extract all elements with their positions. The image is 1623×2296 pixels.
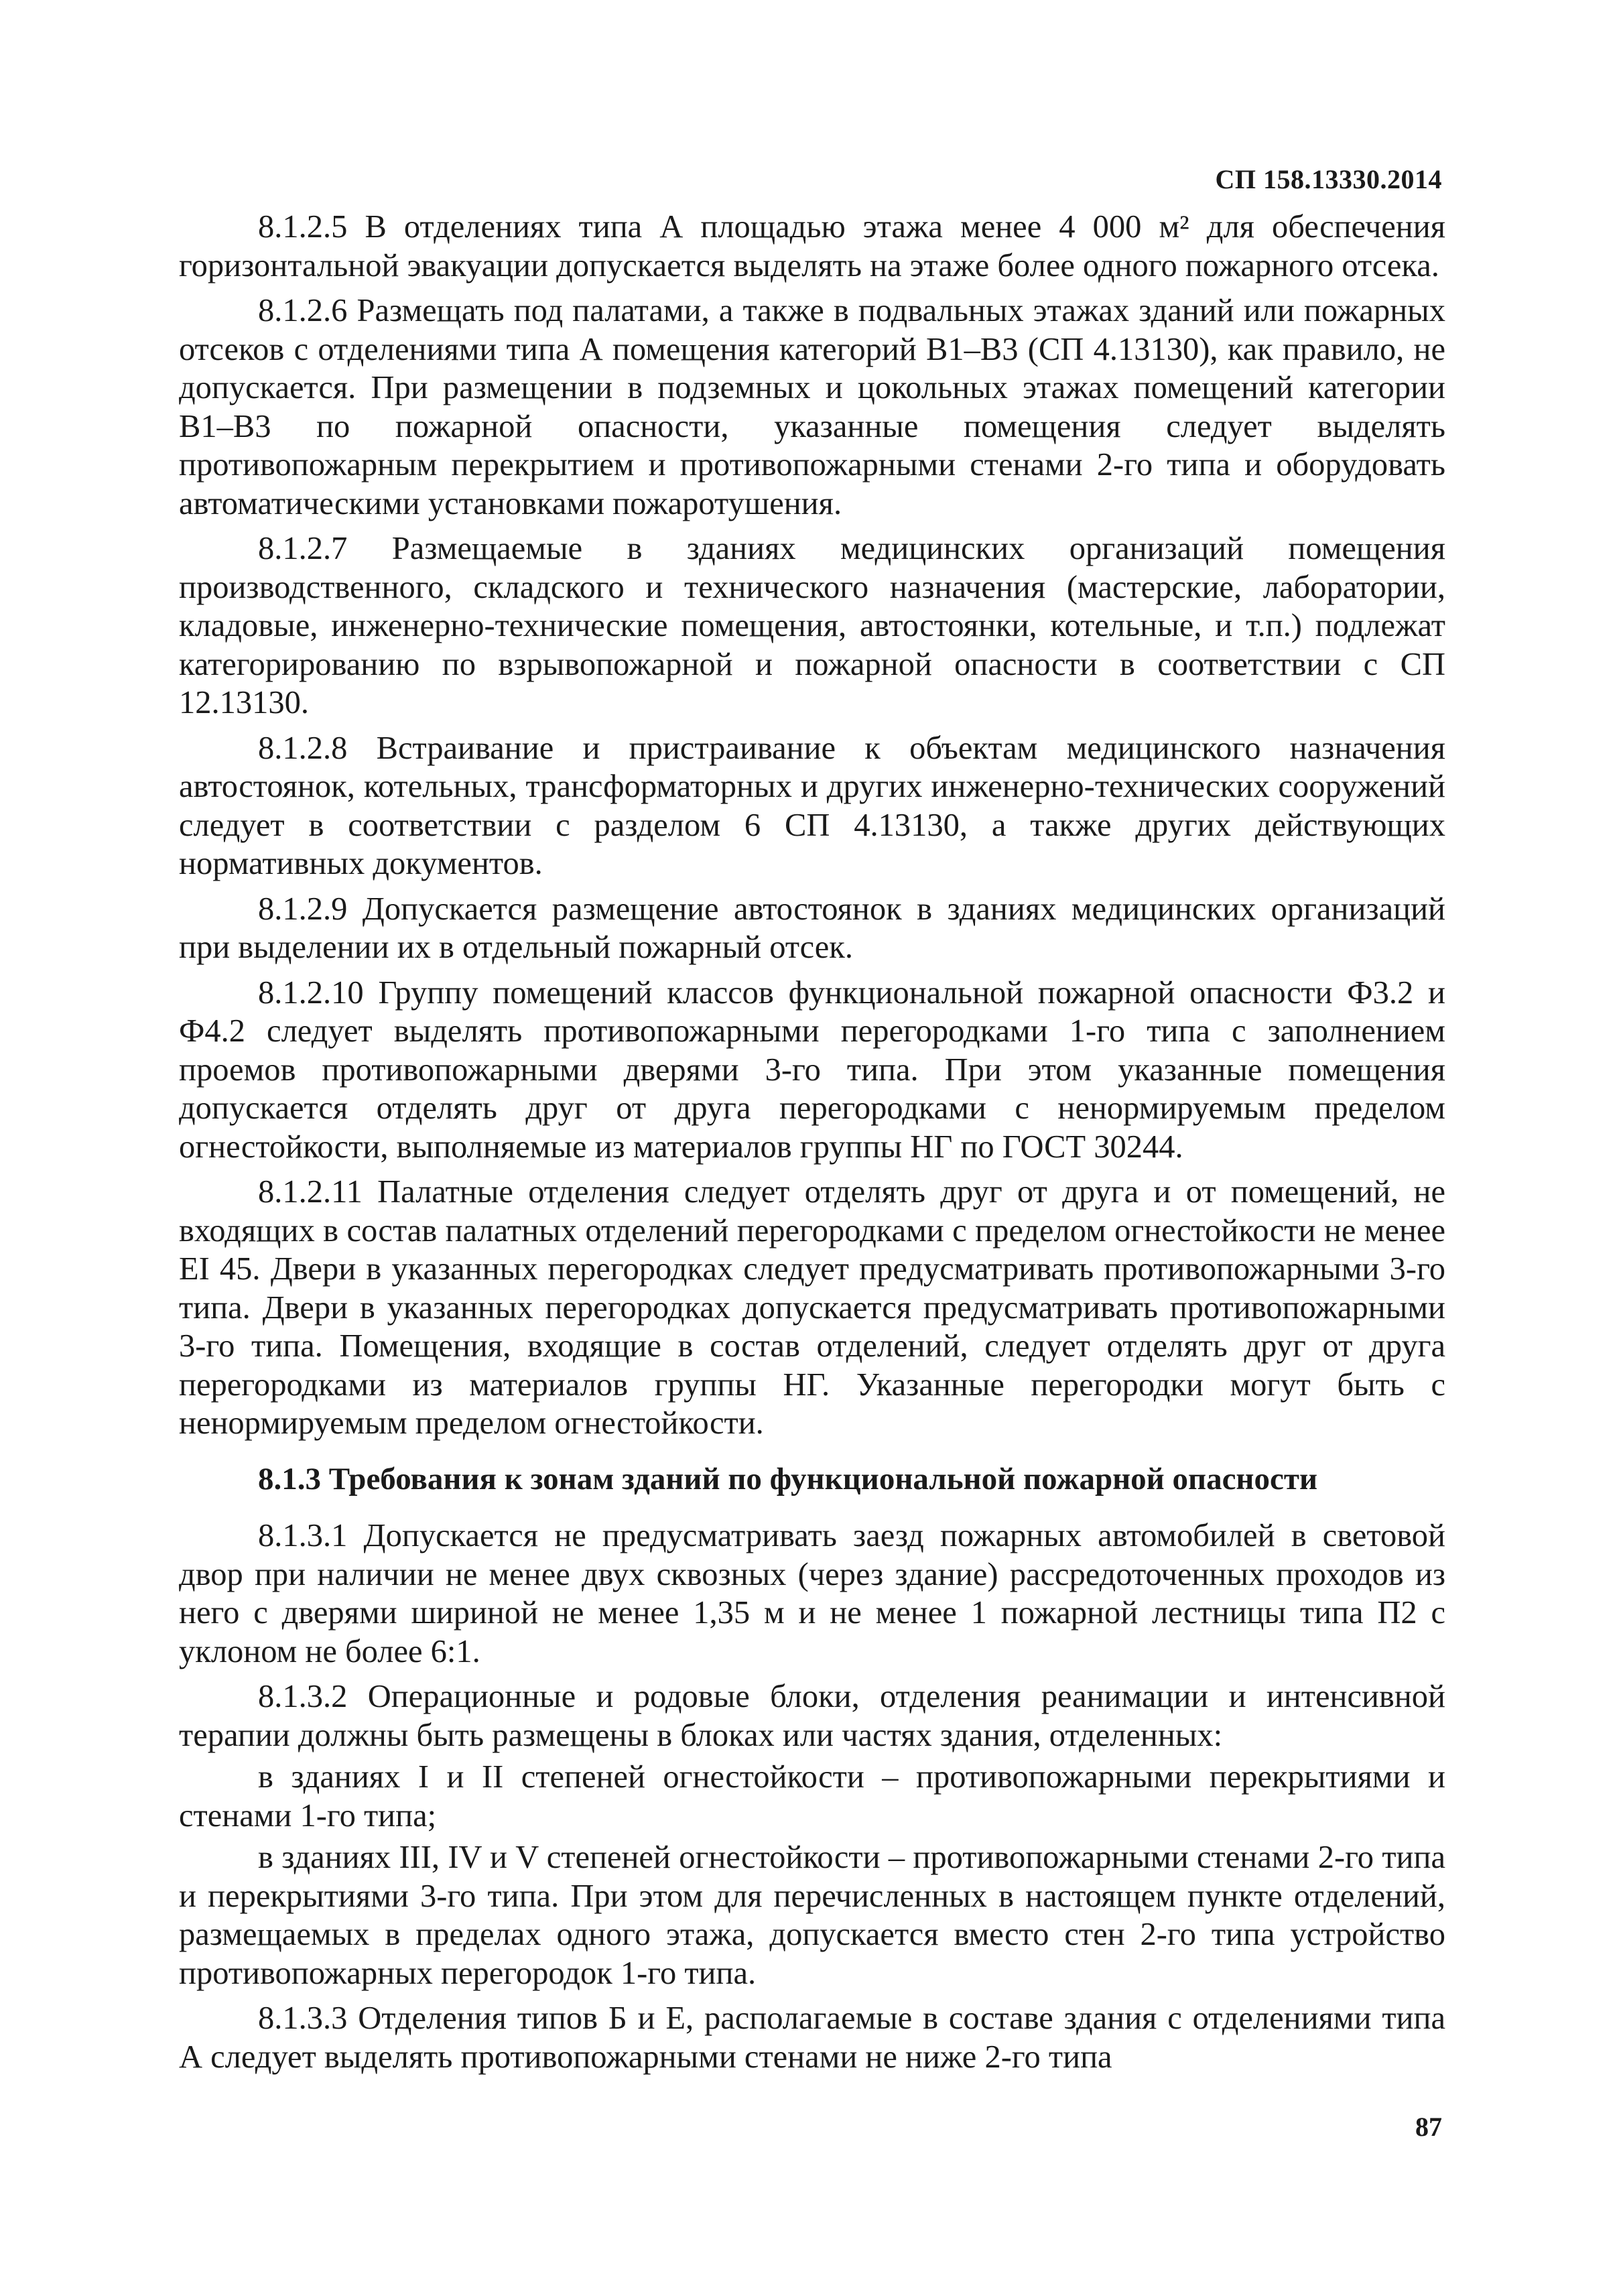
paragraph-8-1-2-6: [179, 292, 1445, 523]
paragraph-text: Операционные и родовые блоки, отделения реанимации и интенсивной терапии должны быть размещены в блоках или частях здания, отделенных:: [179, 1679, 1445, 1753]
paragraph-text: Допускается не предусматривать заезд пожарных автомобилей в световой двор при наличии не менее двух сквозных (через здание) рассредоточенных проходов из него с дверями шириной не менее 1,35 м и не менее 1 пожарной лестницы типа П2 с уклоном не более 6:1.: [179, 1518, 1445, 1669]
paragraph-8-1-3-1: [179, 1517, 1445, 1671]
paragraph-text: Размещать под палатами, а также в подвальных этажах зданий или пожарных отсеков с отделениями типа А помещения категорий В1–В3 (СП 4.13130), как правило, не допускается. При размещении в подземных и цокольных этажах помещений категории В1–В3 по пожарной опасности, указанные помещения следует выделять противопожарным перекрытием и противопожарными стенами 2-го типа и оборудовать автоматическими установками пожаротушения.: [179, 293, 1446, 521]
paragraph-text: Отделения типов Б и Е, располагаемые в составе здания с отделениями типа А следует выделять противопожарными стенами не ниже 2-го типа: [179, 2000, 1445, 2075]
paragraph-8-1-2-10: [179, 974, 1445, 1167]
page-body: [179, 208, 1445, 2076]
paragraph-number: 8.1.3.1: [258, 1518, 348, 1553]
paragraph-8-1-2-5: [179, 208, 1445, 285]
document-code: СП 158.13330.2014: [1215, 164, 1442, 194]
section-heading-8-1-3: 8.1.3 Требования к зонам зданий по функциональной пожарной опасности: [258, 1461, 1318, 1496]
paragraph-number: 8.1.3.3: [258, 2000, 348, 2036]
list-item-fire-resistance-1-2: в зданиях I и II степеней огнестойкости – противопожарными перекрытиями и стенами 1-го типа;: [179, 1759, 1445, 1834]
paragraph-text: Допускается размещение автостоянок в зданиях медицинских организаций при выделении их в отдельный пожарный отсек.: [179, 891, 1445, 965]
paragraph-text: Палатные отделения следует отделять друг от друга и от помещений, не входящих в состав палатных отделений перегородками с пределом огнестойкости не менее EI 45. Двери в указанных перегородках следует предусматривать противопожарными 3-го типа. Двери в указанных перегородках допускается предусматривать противопожарными 3-го типа. Помещения, входящие в состав отделений, следует отделять друг от друга перегородками из материалов группы НГ. Указанные перегородки могут быть с ненормируемым пределом огнестойкости.: [179, 1174, 1445, 1441]
paragraph-8-1-3-2: [179, 1677, 1445, 1755]
paragraph-8-1-2-11: [179, 1173, 1445, 1443]
paragraph-text: В отделениях типа А площадью этажа менее 4 000 м² для обеспечения горизонтальной эвакуации допускается выделять на этаже более одного пожарного отсека.: [179, 209, 1446, 283]
paragraph-8-1-2-7: [179, 529, 1445, 722]
page-number: 87: [1415, 2112, 1442, 2142]
paragraph-8-1-3-3: [179, 1999, 1445, 2076]
paragraph-number: 8.1.2.6: [258, 293, 348, 328]
paragraph-number: 8.1.2.9: [258, 891, 348, 927]
paragraph-8-1-2-9: [179, 890, 1445, 967]
paragraph-number: 8.1.2.5: [258, 209, 348, 245]
list-item-fire-resistance-3-5: в зданиях III, IV и V степеней огнестойкости – противопожарными стенами 2-го типа и перекрытиями 3-го типа. При этом для перечисленных в настоящем пункте отделений, размещаемых в пределах одного этажа, допускается вместо стен 2-го типа устройство противопожарных перегородок 1-го типа.: [179, 1840, 1445, 1991]
paragraph-text: Размещаемые в зданиях медицинских организаций помещения производственного, складского и технического назначения (мастерские, лаборатории, кладовые, инженерно-технические помещения, автостоянки, котельные, и т.п.) подлежат категорированию по взрывопожарной и пожарной опасности в соответствии с СП 12.13130.: [179, 531, 1445, 720]
paragraph-number: 8.1.2.7: [258, 531, 348, 566]
paragraph-text: Встраивание и пристраивание к объектам медицинского назначения автостоянок, котельных, трансформаторных и других инженерно-технических сооружений следует в соответствии с разделом 6 СП 4.13130, а также других действующих нормативных документов.: [179, 730, 1445, 881]
paragraph-number: 8.1.3.2: [258, 1679, 348, 1714]
paragraph-number: 8.1.2.10: [258, 974, 364, 1011]
paragraph-text: Группу помещений классов функциональной пожарной опасности Ф3.2 и Ф4.2 следует выделять противопожарными перегородками 1-го типа с заполнением проемов противопожарными дверями 3-го типа. При этом указанные помещения допускается отделять друг от друга перегородками с ненормируемым пределом огнестойкости, выполняемые из материалов группы НГ по ГОСТ 30244.: [179, 974, 1446, 1165]
paragraph-number: 8.1.2.11: [258, 1174, 363, 1210]
paragraph-number: 8.1.2.8: [258, 730, 348, 766]
paragraph-8-1-2-8: [179, 729, 1445, 883]
